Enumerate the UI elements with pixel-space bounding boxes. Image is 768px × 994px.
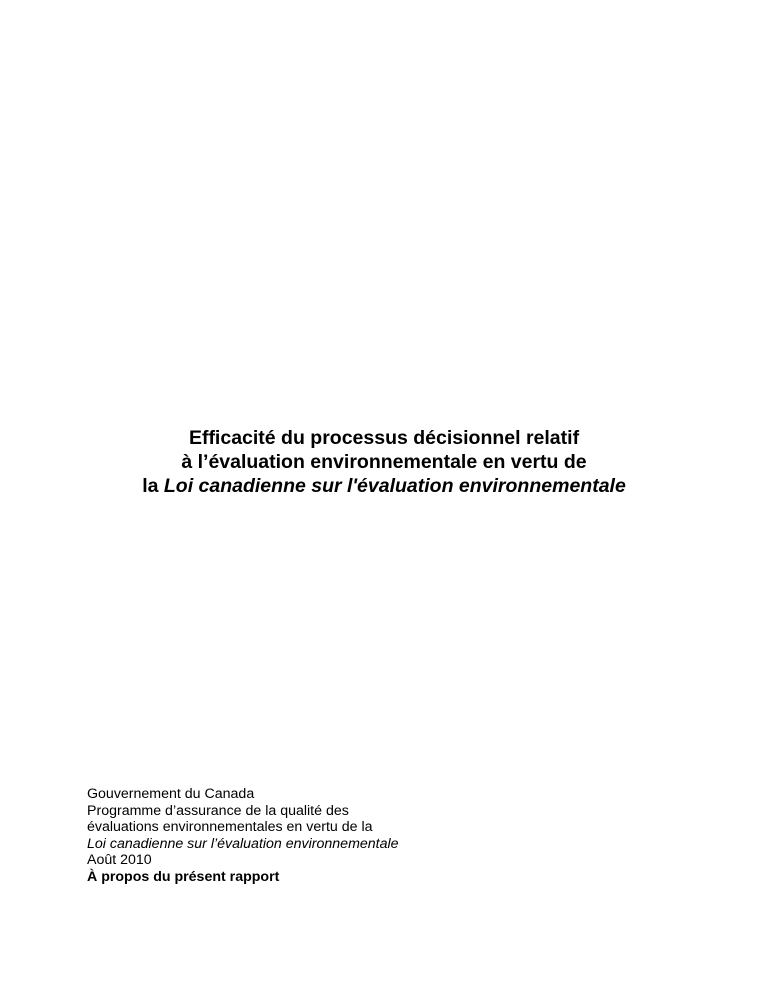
report-title (0, 426, 768, 498)
footer-date: Août 2010 (87, 852, 152, 869)
footer-program-line-2: évaluations environnementales en vertu de la (87, 819, 373, 836)
footer-program-line-1: Programme d’assurance de la qualité des (87, 802, 349, 819)
title-act-name: Loi canadienne sur l'évaluation environnementale (163, 475, 626, 497)
footer-act-name: Loi canadienne sur l’évaluation environnementale (87, 835, 399, 852)
footer-government: Gouvernement du Canada (87, 786, 255, 802)
title-line-2: à l’évaluation environnementale en vertu de (181, 451, 587, 473)
title-line-3 (0, 474, 768, 498)
title-line-1: Efficacité du processus décisionnel relatif (188, 427, 580, 449)
title-line-3-prefix: la (142, 475, 164, 497)
footer-about-heading: À propos du présent rapport (87, 868, 280, 885)
publication-info (87, 786, 687, 886)
